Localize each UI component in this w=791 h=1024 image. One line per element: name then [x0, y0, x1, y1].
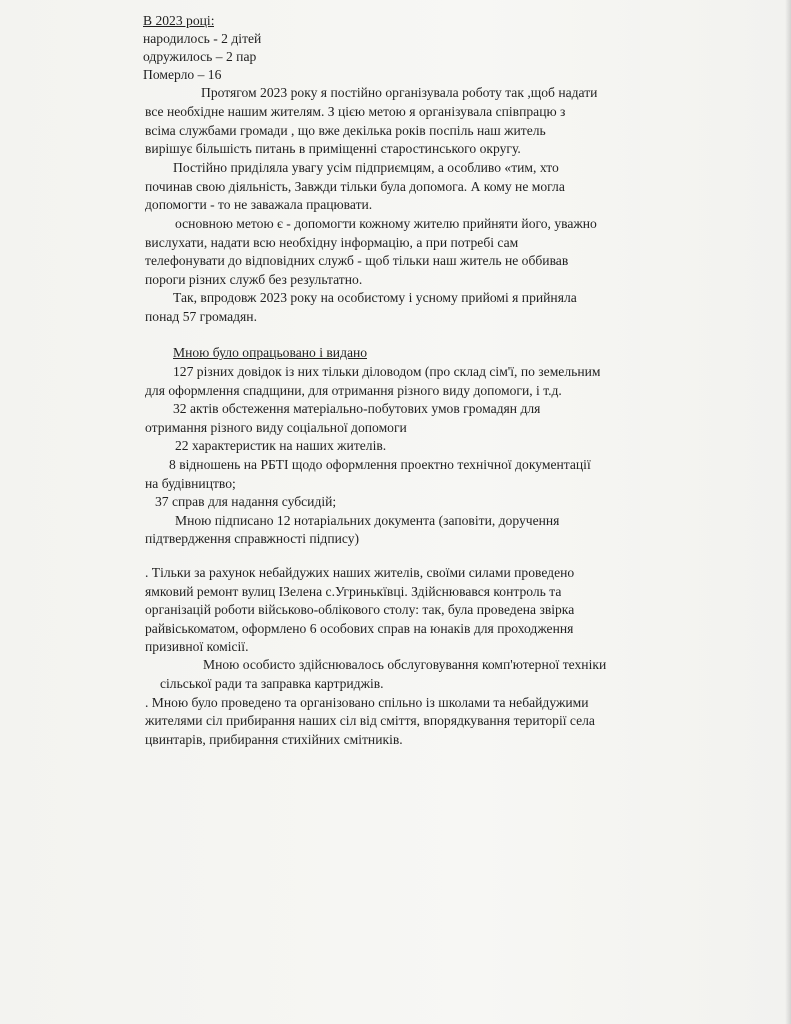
paragraph-line: . Тільки за рахунок небайдужих наших жителів, своїми силами проведено	[145, 565, 575, 580]
paragraph-line: основною метою є - допомогти кожному жителю прийняти його, уважно	[175, 216, 597, 231]
paragraph-line: Мною особисто здійснювалось обслуговування комп'ютерної техніки	[203, 657, 607, 672]
list-line: 32 актів обстеження матеріально-побутових умов громадян для	[173, 401, 541, 416]
list-line: на будівництво;	[145, 476, 236, 491]
paragraph-line: все необхідне нашим жителям. З цією метою я організувала співпрацю з	[145, 104, 566, 119]
list-line: отримання різного виду соціальної допомоги	[145, 420, 407, 435]
paragraph-line: сільської ради та заправка картриджів.	[160, 676, 384, 691]
paragraph-line: вислухати, надати всю необхідну інформацію, а при потребі сам	[145, 235, 519, 250]
paragraph-line: вирішує більшість питань в приміщенні старостинського округу.	[145, 141, 521, 156]
paragraph-line: цвинтарів, прибирання стихійних смітників.	[145, 732, 403, 747]
list-line: 37 справ для надання субсидій;	[155, 494, 337, 509]
paragraph-line: . Мною було проведено та організовано спільно із школами та небайдужими	[145, 695, 589, 710]
paragraph-line: Постійно приділяла увагу усім підприємцям, а особливо «тим, хто	[173, 160, 559, 175]
paragraph-line: Протягом 2023 року я постійно організувала роботу так ,щоб надати	[201, 85, 598, 100]
section-heading: Мною було опрацьовано і видано	[173, 345, 368, 360]
stat-births: народилось - 2 дітей	[143, 31, 262, 46]
paragraph-line: Так, впродовж 2023 року на особистому і усному прийомі я прийняла	[173, 290, 577, 305]
paragraph-line: всіма службами громади , що вже декілька років поспіль наш житель	[145, 123, 546, 138]
stat-deaths: Померло – 16	[143, 67, 222, 82]
list-line: Мною підписано 12 нотаріальних документа (заповіти, доручення	[175, 513, 560, 528]
scan-edge-shadow	[785, 0, 791, 1024]
paragraph-line: понад 57 громадян.	[145, 309, 257, 324]
paragraph-line: починав свою діяльність, Завжди тільки була допомога. А кому не могла	[145, 179, 565, 194]
heading-year: В 2023 році:	[143, 13, 215, 28]
paragraph-line: призивної комісії.	[145, 639, 249, 654]
paragraph-line: пороги різних служб без результатно.	[145, 272, 363, 287]
paragraph-line: допомогти - то не заважала працювати.	[145, 197, 373, 212]
paragraph-line: райвіськоматом, оформлено 6 особових справ на юнаків для проходження	[145, 621, 574, 636]
list-line: 127 різних довідок із них тільки діловодом (про склад сім'ї, по земельним	[173, 364, 601, 379]
paragraph-line: телефонувати до відповідних служб - щоб тільки наш житель не оббивав	[145, 253, 569, 268]
list-line: 8 відношень на РБТІ щодо оформлення проектно технічної документації	[169, 457, 591, 472]
paragraph-line: жителями сіл прибирання наших сіл від сміття, впорядкування території села	[145, 713, 595, 728]
list-line: 22 характеристик на наших жителів.	[175, 438, 387, 453]
stat-marriages: одружилось – 2 пар	[143, 49, 257, 64]
list-line: для оформлення спадщини, для отримання різного виду допомоги, і т.д.	[145, 383, 562, 398]
paragraph-line: організацій роботи військово-облікового столу: так, була проведена звірка	[145, 602, 575, 617]
paragraph-line: ямковий ремонт вулиц ІЗелена с.Угринькївці. Здійснювався контроль та	[145, 584, 562, 599]
list-line: підтвердження справжності підпису)	[145, 531, 360, 546]
